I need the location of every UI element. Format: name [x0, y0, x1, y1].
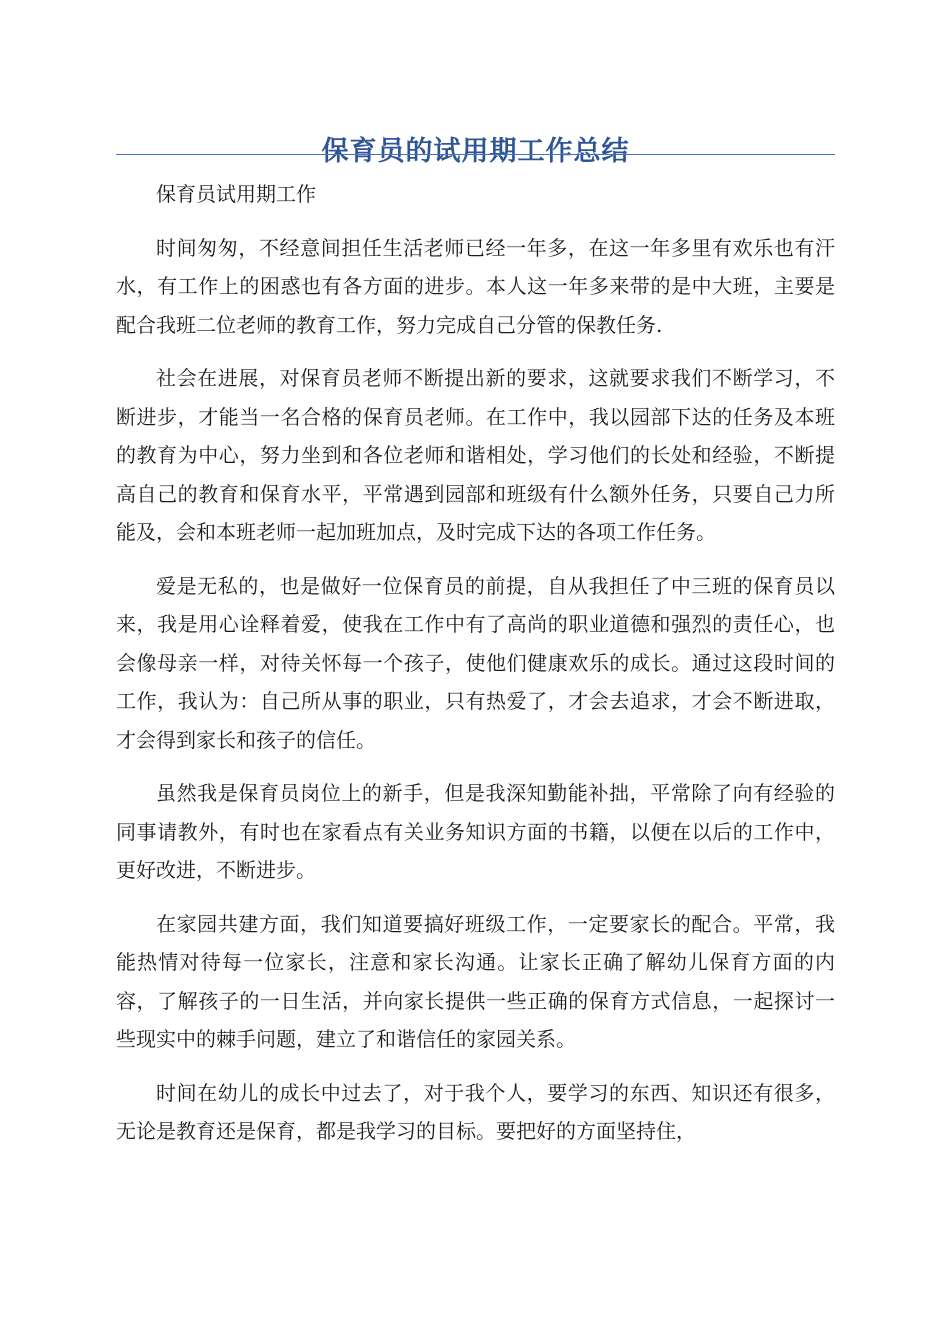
paragraph: 社会在进展，对保育员老师不断提出新的要求，这就要求我们不断学习，不断进步，才能当一名合格的保育员老师。在工作中，我以园部下达的任务及本班的教育为中心，努力坐到和各位老师和谐相处，学习他们的长处和经验，不断提高自己的教育和保育水平，平常遇到园部和班级有什么额外任务，只要自己力所能及，会和本班老师一起加班加点，及时完成下达的各项工作任务。: [116, 366, 835, 544]
paragraph: 爱是无私的，也是做好一位保育员的前提，自从我担任了中三班的保育员以来，我是用心诠释着爱，使我在工作中有了高尚的职业道德和强烈的责任心，也会像母亲一样，对待关怀每一个孩子，使他们健康欢乐的成长。通过这段时间的工作，我认为：自己所从事的职业，只有热爱了，才会去追求，才会不断进取，才会得到家长和孩子的信任。: [116, 573, 835, 752]
paragraph-subtitle: 保育员试用期工作: [156, 182, 316, 206]
paragraph: 在家园共建方面，我们知道要搞好班级工作，一定要家长的配合。平常，我能热情对待每一位家长，注意和家长沟通。让家长正确了解幼儿保育方面的内容，了解孩子的一日生活，并向家长提供一些正确的保育方式信息，一起探讨一些现实中的棘手问题，建立了和谐信任的家园关系。: [116, 911, 835, 1051]
document-title: 保育员的试用期工作总结: [321, 136, 630, 168]
document-page: [116, 0, 835, 1344]
document-body: [116, 175, 835, 1166]
title-underline: [116, 154, 835, 155]
paragraph: 虽然我是保育员岗位上的新手，但是我深知勤能补拙，平常除了向有经验的同事请教外，有时也在家看点有关业务知识方面的书籍，以便在以后的工作中，更好改进，不断进步。: [116, 781, 835, 882]
paragraph: 时间在幼儿的成长中过去了，对于我个人，要学习的东西、知识还有很多，无论是教育还是保育，都是我学习的目标。要把好的方面坚持住，: [116, 1080, 835, 1143]
paragraph: 时间匆匆，不经意间担任生活老师已经一年多，在这一年多里有欢乐也有汗水，有工作上的困惑也有各方面的进步。本人这一年多来带的是中大班，主要是配合我班二位老师的教育工作，努力完成自己分管的保教任务.: [116, 235, 835, 337]
